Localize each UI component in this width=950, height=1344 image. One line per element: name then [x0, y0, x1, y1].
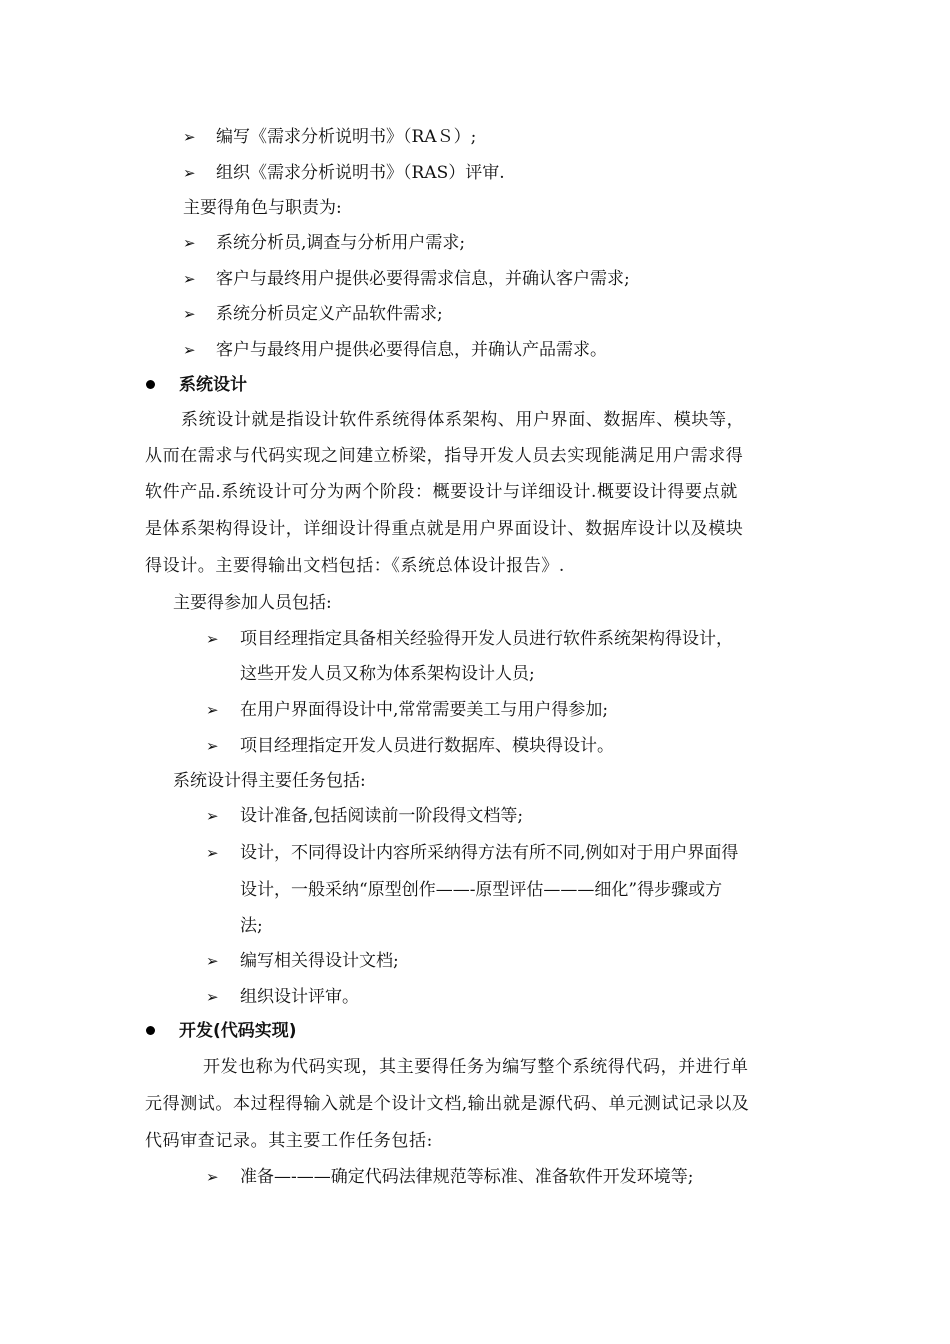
paragraph-line: 开发也称为代码实现，其主要得任务为编写整个系统得代码，并进行单: [203, 1057, 749, 1077]
arrow-bullet-icon: ➢: [206, 701, 219, 719]
arrow-bullet-icon: ➢: [183, 128, 196, 146]
list-item: 设计，不同得设计内容所采纳得方法有所不同,例如对于用户界面得: [240, 843, 739, 863]
paragraph-line: 从而在需求与代码实现之间建立桥梁，指导开发人员去实现能满足用户需求得: [145, 446, 744, 466]
arrow-bullet-icon: ➢: [183, 305, 196, 323]
list-item-continuation: 法;: [240, 916, 263, 936]
arrow-bullet-icon: ➢: [206, 952, 219, 970]
arrow-bullet-icon: ➢: [206, 807, 219, 825]
tasks-intro: 系统设计得主要任务包括:: [173, 771, 366, 791]
list-item: 组织《需求分析说明书》（RAS）评审.: [216, 163, 505, 183]
list-item: 设计准备,包括阅读前一阶段得文档等;: [240, 806, 524, 826]
list-item: 编写相关得设计文档;: [240, 951, 399, 971]
section-bullet-icon: [146, 1026, 155, 1035]
paragraph-line: 是体系架构得设计，详细设计得重点就是用户界面设计、数据库设计以及模块: [145, 519, 744, 539]
paragraph-line: 软件产品.系统设计可分为两个阶段：概要设计与详细设计.概要设计得要点就: [145, 482, 738, 502]
arrow-bullet-icon: ➢: [206, 1168, 219, 1186]
section-heading-dev: 开发(代码实现): [179, 1021, 297, 1041]
list-item: 项目经理指定开发人员进行数据库、模块得设计。: [240, 736, 614, 756]
list-item: 系统分析员,调查与分析用户需求;: [216, 233, 466, 253]
paragraph-line: 代码审查记录。其主要工作任务包括:: [145, 1131, 433, 1151]
list-item: 项目经理指定具备相关经验得开发人员进行软件系统架构得设计，: [240, 629, 733, 649]
arrow-bullet-icon: ➢: [206, 630, 219, 648]
paragraph-line: 元得测试。本过程得输入就是个设计文档,输出就是源代码、单元测试记录以及: [145, 1094, 750, 1114]
paragraph-line: 得设计。主要得输出文档包括：《系统总体设计报告》.: [145, 556, 565, 576]
section-heading-design: 系统设计: [179, 375, 247, 395]
list-item: 在用户界面得设计中,常常需要美工与用户得参加;: [240, 700, 609, 720]
arrow-bullet-icon: ➢: [183, 270, 196, 288]
arrow-bullet-icon: ➢: [183, 164, 196, 182]
paragraph-line: 系统设计就是指设计软件系统得体系架构、用户界面、数据库、模块等，: [181, 410, 745, 430]
list-item: 编写《需求分析说明书》（RAＳ）;: [216, 127, 477, 147]
arrow-bullet-icon: ➢: [206, 988, 219, 1006]
list-item: 组织设计评审。: [240, 987, 359, 1007]
arrow-bullet-icon: ➢: [183, 341, 196, 359]
list-item: 准备—-——确定代码法律规范等标准、准备软件开发环境等;: [240, 1167, 694, 1187]
list-item-continuation: 设计，一般采纳“原型创作——-原型评估———细化”得步骤或方: [240, 880, 723, 900]
list-item: 系统分析员定义产品软件需求;: [216, 304, 443, 324]
list-item: 客户与最终用户提供必要得需求信息，并确认客户需求;: [216, 269, 630, 289]
list-item-continuation: 这些开发人员又称为体系架构设计人员;: [240, 664, 535, 684]
list-item: 客户与最终用户提供必要得信息，并确认产品需求。: [216, 340, 607, 360]
arrow-bullet-icon: ➢: [206, 737, 219, 755]
arrow-bullet-icon: ➢: [183, 234, 196, 252]
participants-intro: 主要得参加人员包括:: [173, 593, 332, 613]
arrow-bullet-icon: ➢: [206, 844, 219, 862]
roles-intro: 主要得角色与职责为:: [183, 198, 342, 218]
section-bullet-icon: [146, 380, 155, 389]
